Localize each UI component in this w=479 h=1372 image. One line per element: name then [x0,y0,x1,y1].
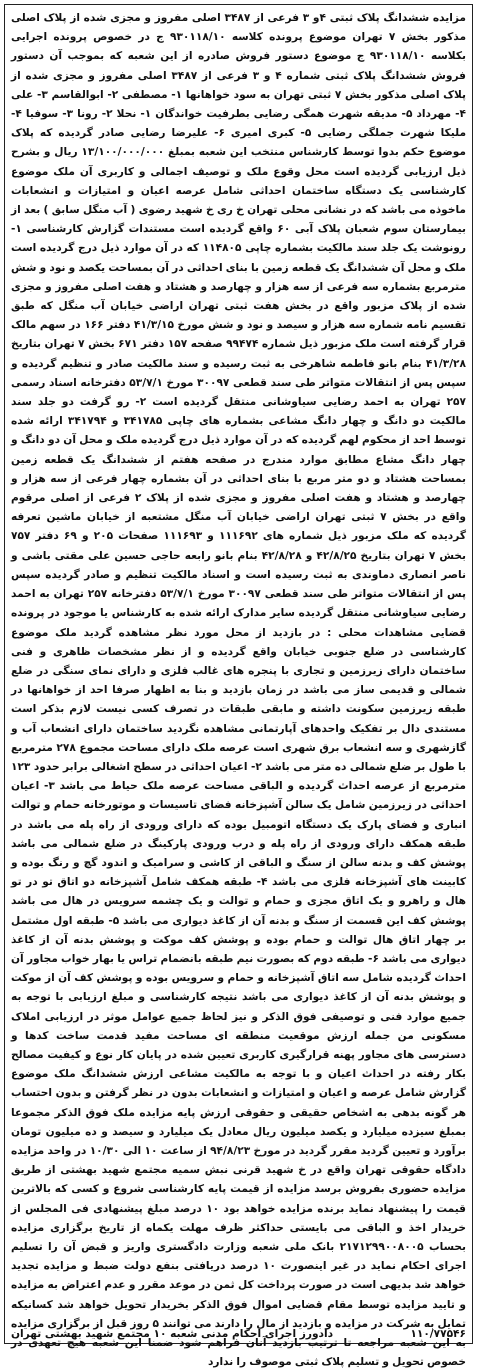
notice-footer [11,1328,466,1340]
notice-signature: دادورز اجرای احکام مدنی شعبه ۱۰ مجتمع شهید بهشتی تهران [11,1328,334,1340]
notice-body-text: مزایده ششدانگ پلاک ثبتی ۴و ۳ فرعی از ۳۴۸۷ اصلی مفروز و مجزی شده از پلاک اصلی مذکور بخش ۷ تهران موضوع پرونده کلاسه ۹۳۰۱۱۸/۱۰ ج در خصوص پرونده اجرایی بکلاسه ۹۳۰۱۱۸/۱۰ ج موضوع دستور فروش صادره از این شعبه که بموجب آن دستور فروش ششدانگ پلاک ثبتی شماره ۴ و ۳ فرعی از ۳۴۸۷ اصلی مفروز و مجزی شده از پلاک اصلی مذکور بخش ۷ ثبتی تهران به سود خواهانها ۱- مصطفی ۲- ابوالقاسم ۳- علی ۴- مهرداد ۵- مدیقه شهرت همگی رضایی بطرفیت خواندگان ۱- نحلا ۲- رونا ۳- سوفیا ۴- ملیکا شهرت جملگی رضایی ۵- کبری امیری ۶- علیرضا رضایی صادر گردیده که پلاک موضوع حکم بدوا توسط کارشناس منتخب این شعبه بمبلغ ۱۳/۱۰۰/۰۰۰/۰۰۰ ریال و بشرح ذیل ارزیابی گردیده است محل وقوع ملک و توصیف اجمالی و کاربری آن ملک موضوع کارشناسی یک دستگاه ساختمان احداثی شامل عرصه اعیان و امتیازات و انشعابات ماخوذه می باشد که در نشانی محلی تهران خ ری خ شهید رضوی ( آب منگل سابق ) بعد از بیمارستان سوم شعبان پلاک آبی ۶۰ واقع گردیده است مستندات گزارش کارشناسی ۱- رونوشت یک جلد سند مالکیت بشماره چاپی ۱۱۴۸۰۵ که در آن موارد ذیل درج گردیده است ملک و محل آن ششدانگ یک قطعه زمین با بنای احداثی در آن بمساحت یکصد و نود و شش مترمربع بشماره سه فرعی از سه هزار و چهارصد و هشتاد و هفت اصلی مفروز و مجزی شده از پلاک مزبور واقع در بخش هفت ثبتی تهران اراضی خیابان آب منگل که طبق تقسیم نامه شماره سه هزار و سیصد و نود و شش مورخ ۴۱/۳/۱۵ دفتر ۱۶۶ در سهم مالک قرار گرفته است ملک مزبور ذیل شماره ۹۹۴۷۴ صفحه ۱۵۷ دفتر ۶۷۱ بخش ۷ تهران بتاریخ ۴۱/۳/۲۸ بنام بانو فاطمه شاهرخی به ثبت رسیده و سند مالکیت صادر و تنظیم گردیده و سپس پس از انتقالات متواتر طی سند قطعی ۳۰۰۹۷ مورخ ۵۳/۷/۱ دفترخانه اسناد رسمی ۲۵۷ تهران به احمد رضایی سیاوشانی منتقل گردیده است ۲- رو گرفت دو جلد سند مالکیت دو دانگ و چهار دانگ مشاعی بشماره های چاپی ۳۴۱۷۸۵ و ۳۴۱۷۹۴ ارائه شده توسط احد از محکوم لهم گردیده که در آن موارد ذیل درج گردیده ملک و محل آن دو دانگ و چهار دانگ مشاع مطابق موارد مندرج در صفحه هفتم از ششدانگ یک قطعه زمین بمساحت هشتاد و دو متر مربع با بنای احداثی در آن بشماره چهار فرعی از سه هزار و چهارصد و هشتاد و هفت اصلی مفروز و مجزی شده از پلاک ۲ فرعی از اصلی مرقوم واقع در بخش ۷ ثبتی تهران اراضی خیابان آب منگل مشتعبه از خیابان ماشین تعرفه گردیده که ملک مزبور ذیل شماره های ۱۱۱۶۹۲ و ۱۱۱۶۹۳ صفحات ۲۰۵ و ۶۹ دفتر ۷۵۷ بخش ۷ تهران بتاریخ ۴۲/۸/۲۵ و ۴۲/۸/۲۸ بنام بانو رابعه حاجی حسین علی مقتی باشی و ناصر انصاری دماوندی به ثبت رسیده است و اسناد مالکیت تنظیم و صادر گردیده سپس پس از انتقالات متواتر طی سند قطعی ۳۰۰۹۷ مورخ ۵۳/۷/۱ دفترخانه ۲۵۷ تهران به احمد رضایی سیاوشانی منتقل گردیده سایر مدارک ارائه شده به کارشناس یا موجود در پرونده قضایی مشاهدات محلی : در بازدید از محل مورد نظر مشاهده گردید ملک موضوع کارشناسی در ضلع جنوبی خیابان واقع گردیده و از نظر مشخصات ظاهری و فنی ساختمان دارای زیرزمین و تجاری با پنجره های غالب فلزی و دارای نمای سنگی در ضلع شمالی و قدیمی ساز می باشد در زمان بازدید و بنا به اظهار صرفا احد از خواهانها در طبقه زیرزمین سکونت داشته و مابقی طبقات در تصرف کسی نیست لازم بذکر است مستندی دال بر تفکیک واحدهای آپارتمانی مشاهده نگردید ساختمان دارای انشعاب آب و گازشهری و سه انشعاب برق شهری است عرصه ملک دارای مساحت مجموع ۲۷۸ مترمربع با طول بر ضلع شمالی ده متر می باشد ۲- اعیان احداثی در سطح اشغالی برابر حدود ۱۲۳ مترمربع از عرصه احداث گردیده و الباقی مساحت عرصه ملک حیاط می باشد ۳- اعیان احداثی در زیرزمین شامل یک سالن آشپزخانه فضای تاسیسات و موتورخانه حمام و توالت انباری و فضای پارک یک دستگاه اتومبیل بوده که دارای ورودی از راه پله می باشد در طبقه همکف دارای ورودی از راه پله و درب ورودی پارکینگ در ضلع شمالی می باشد پوشش کف و بدنه سالن از سنگ و الباقی از کاشی و سرامیک و اندود گچ و رنگ بوده و کابینت های آشپزخانه فلزی می باشد ۴- طبقه همکف شامل آشپزخانه دو اتاق تو در تو هال و راهرو و یک اتاق مجزی و حمام و توالت و یک چشمه سرویس در هال می باشد پوشش کف این قسمت از سنگ و بدنه آن از کاغذ دیواری می باشد ۵- طبقه اول مشتمل بر چهار اتاق هال توالت و حمام بوده و پوشش کف موکت و پوشش بدنه آن از کاغذ دیواری می باشد ۶- طبقه دوم که بصورت نیم طبقه بانضمام تراس یا بهار خواب مجاور آن احداث گردیده شامل سه اتاق آشپزخانه و حمام و سرویس بوده و پوشش کف آن از موکت و پوشش بدنه آن از کاغذ دیواری می باشد نتیجه کارشناسی و مبلغ ارزیابی با توجه به جمیع موارد فنی و توصیفی فوق الذکر و نیز لحاظ جمیع عوامل موثر در ارزیابی املاک مسکونی من جمله ارزش موقعیت منطقه ای مساحت مفید قدمت ساخت کدها و دسترسی های مجاور پهنه قرارگیری کاربری تعیین شده در پایان کار نوع و کیفیت مصالح بکار رفته در احداث اعیان و با توجه به مالکیت مشاعی ارزش ششدانگ ملک موضوع گزارش شامل عرصه و اعیان و امتیازات و انشعابات بدون در نظر گرفتن و بدون احتساب هر گونه بدهی به اشخاص حقیقی و حقوقی ارزش پایه مزایده ملک فوق الذکر مجموعا بمبلغ سیزده میلیارد و یکصد میلیون ریال معادل یک میلیارد و سیصد و ده میلیون تومان برآورد و تعیین گردید مقرر گردید در مورخ ۹۴/۸/۲۳ از ساعت ۱۰ الی ۱۰/۳۰ در واحد مزایده دادگاه حقوقی تهران واقع در خ شهید قرنی نبش سمیه مجتمع شهید بهشتی از طریق مزایده حضوری بفروش برسد مزایده از قیمت پایه کارشناسی شروع و کسی که بالاترین قیمت را پیشنهاد نماید برنده مزایده خواهد بود ۱۰ درصد مبلغ پیشنهادی فی المجلس از خریدار اخذ و الباقی می بایستی حداکثر ظرف مهلت یکماه از تاریخ برگزاری مزایده بحساب ۲۱۷۱۲۹۹۰۰۸۰۰۵ بانک ملی شعبه وزارت دادگستری واریز و قبض آن را تسلیم اجرای احکام نماید در غیر اینصورت ۱۰ درصد دریافتی بنفع دولت ضبط و مزایده تجدید خواهد شد بدیهی است در صورت پرداخت کل ثمن در موعد مقرر و عدم اعتراض به مزایده و تایید مزایده توسط مقام قضایی اموال فوق الذکر بخریدار تحویل خواهد شد کسانیکه تمایل به شرکت در مزایده و بازدید از مال را دارند می توانند ۵ روز قبل از برگزاری مزایده به این شعبه مراجعه تا ترتیب بازدید آنان فراهم شود ضمنا این شعبه هیچ تعهدی در خصوص تحویل و تسلیم پلاک ثبتی موصوف را ندارد [11,12,467,1369]
legal-auction-notice [4,4,473,1369]
notice-reference-number: ۱۱۰/۷۷۵۴۶ [410,1328,466,1340]
